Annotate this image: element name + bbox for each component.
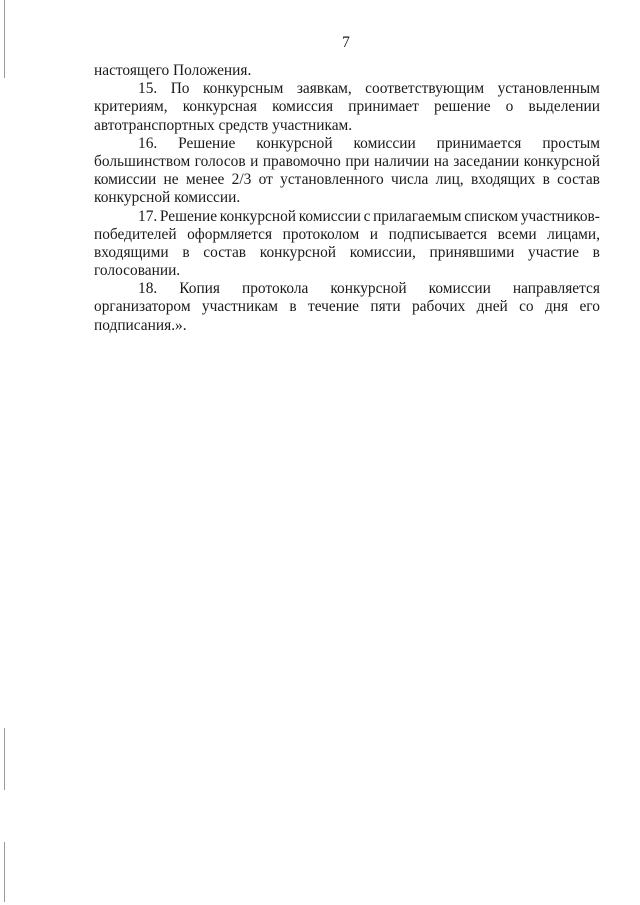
text-line: критериям, конкурсная комиссия принимает решение о выделении [94,98,600,116]
text-line: настоящего Положения. [94,62,252,79]
text-line: 17. Решение конкурсной комиссии с прилагаемым списком участников- [138,207,600,225]
text-line: конкурсной комиссии. [94,189,241,207]
text-line: победителей оформляется протоколом и подписывается всеми лицами, [94,225,600,243]
text-line: автотранспортных средств участникам. [94,116,353,134]
text-line: 18. Копия протокола конкурсной комиссии направляется [138,280,600,298]
body-text [94,62,600,335]
text-line: входящими в состав конкурсной комиссии, принявшими участие в [94,243,600,261]
page-number: 7 [342,34,350,51]
text-line: 16. Решение конкурсной комиссии принимается простым [138,134,600,152]
text-line: 15. По конкурсным заявкам, соответствующим установленным [138,80,600,98]
scan-edge-mark [4,728,5,790]
text-line: организатором участникам в течение пяти рабочих дней со дня его [94,298,600,316]
text-line: подписания.». [94,316,187,334]
text-line: большинством голосов и правомочно при наличии на заседании конкурсной [94,152,600,170]
text-line: голосовании. [94,262,181,280]
text-line: комиссии не менее 2/3 от установленного числа лиц, входящих в состав [94,171,600,189]
scan-edge-mark [4,842,5,902]
